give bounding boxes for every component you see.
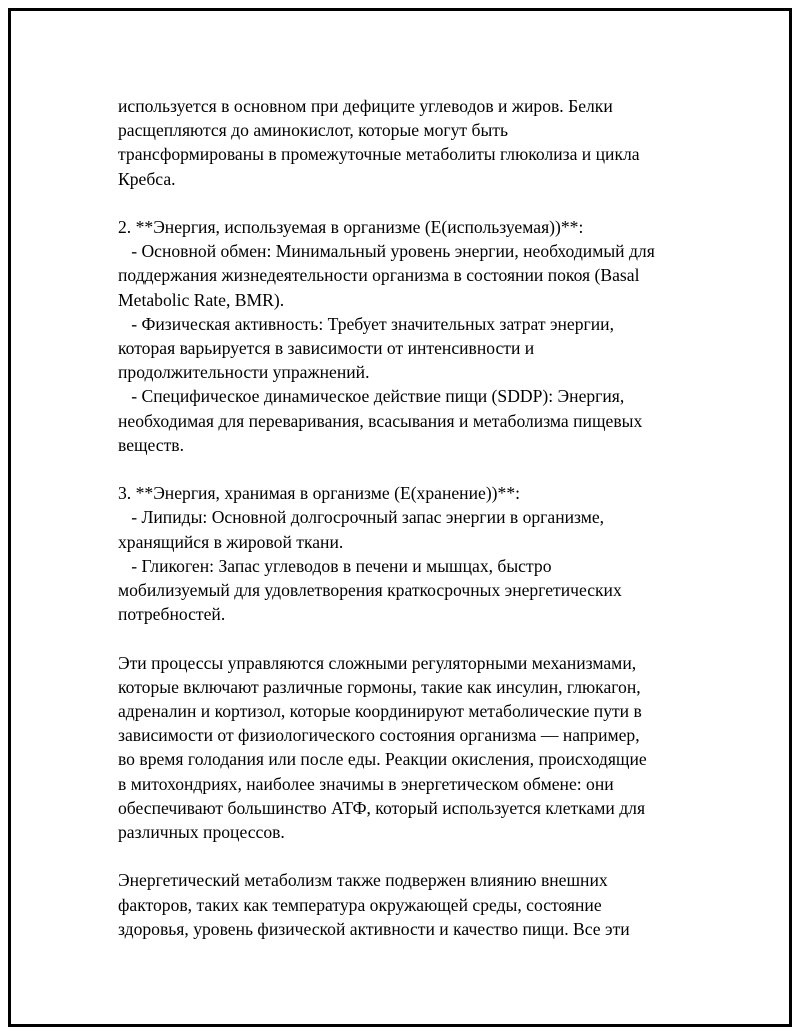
- text-line: необходимая для переваривания, всасывания и метаболизма пищевых: [118, 410, 643, 431]
- text-line: - Основной обмен: Минимальный уровень энергии, необходимый для: [118, 241, 655, 262]
- text-line: мобилизуемый для удовлетворения краткосрочных энергетических: [118, 580, 622, 601]
- text-line: 2. **Энергия, используемая в организме (E(используемая))**:: [118, 217, 584, 237]
- paragraph-spacer: [118, 191, 698, 215]
- text-line: - Специфическое динамическое действие пищи (SDDP): Энергия,: [118, 386, 625, 407]
- text-line: различных процессов.: [118, 822, 285, 843]
- paragraph-spacer: [118, 844, 698, 868]
- text-line: продолжительности упражнений.: [118, 362, 370, 383]
- text-line: во время голодания или после еды. Реакции окисления, происходящие: [118, 749, 647, 770]
- text-line: обеспечивают большинство АТФ, который используется клетками для: [118, 797, 646, 818]
- text-line: факторов, таких как температура окружающей среды, состояние: [118, 894, 602, 915]
- text-line: Metabolic Rate, BMR).: [118, 289, 285, 310]
- paragraph: [118, 94, 698, 191]
- text-line: здоровья, уровень физической активности и качество пищи. Все эти: [118, 918, 630, 939]
- paragraph: [118, 215, 698, 457]
- paragraph: [118, 651, 698, 845]
- paragraph-spacer: [118, 457, 698, 481]
- text-line: потребностей.: [118, 604, 226, 625]
- text-line: зависимости от физиологического состояния организма — например,: [118, 725, 640, 746]
- text-line: Кребса.: [118, 168, 176, 189]
- text-line: которая варьируется в зависимости от интенсивности и: [118, 338, 535, 359]
- text-line: - Физическая активность: Требует значительных затрат энергии,: [118, 313, 614, 334]
- document-body: [118, 94, 698, 941]
- text-line: расщепляются до аминокислот, которые могут быть: [118, 120, 508, 141]
- paragraph: [118, 868, 698, 941]
- text-line: хранящийся в жировой ткани.: [118, 531, 344, 552]
- text-line: адреналин и кортизол, которые координируют метаболические пути в: [118, 701, 642, 722]
- paragraph-spacer: [118, 626, 698, 650]
- paragraph: [118, 481, 698, 626]
- text-line: поддержания жизнедеятельности организма в состоянии покоя (Basal: [118, 265, 640, 286]
- text-line: Энергетический метаболизм также подвержен влиянию внешних: [118, 870, 608, 891]
- text-line: Эти процессы управляются сложными регуляторными механизмами,: [118, 652, 637, 673]
- text-line: используется в основном при дефиците углеводов и жиров. Белки: [118, 96, 613, 116]
- text-line: которые включают различные гормоны, такие как инсулин, глюкагон,: [118, 676, 641, 697]
- text-line: - Липиды: Основной долгосрочный запас энергии в организме,: [118, 507, 605, 528]
- text-line: 3. **Энергия, хранимая в организме (E(хранение))**:: [118, 483, 521, 504]
- text-line: в митохондриях, наиболее значимы в энергетическом обмене: они: [118, 773, 614, 794]
- text-line: - Гликоген: Запас углеводов в печени и мышцах, быстро: [118, 555, 552, 576]
- text-line: трансформированы в промежуточные метаболиты глюколиза и цикла: [118, 144, 640, 165]
- text-line: веществ.: [118, 434, 185, 455]
